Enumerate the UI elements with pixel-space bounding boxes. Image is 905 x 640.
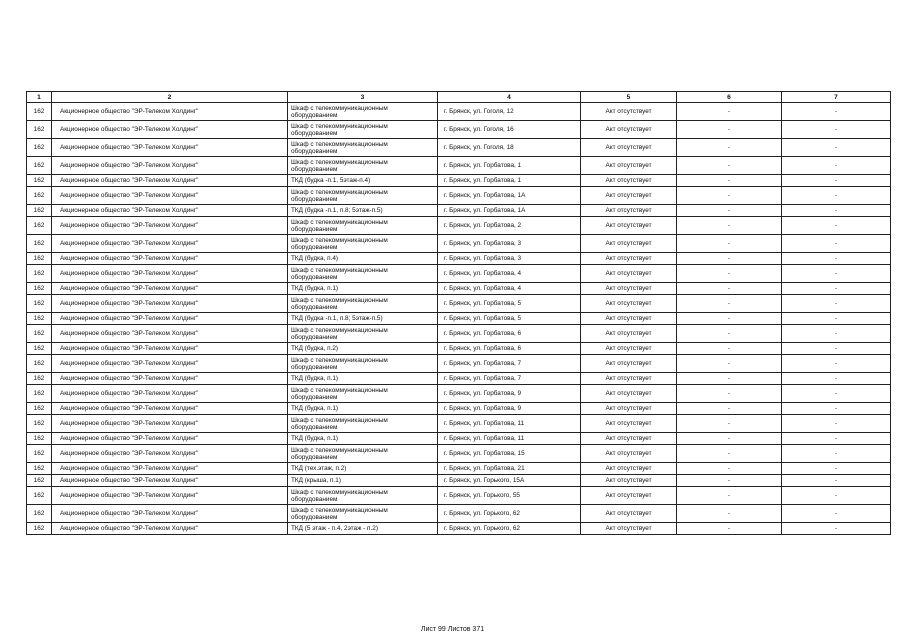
- column-header-6: 6: [677, 92, 782, 103]
- column-6-cell: -: [677, 157, 782, 175]
- column-7-cell: -: [782, 295, 891, 313]
- address-cell: г. Брянск, ул. Гоголя, 12: [438, 103, 581, 121]
- owner-cell: Акционерное общество "ЭР-Телеком Холдинг": [52, 253, 288, 265]
- owner-cell: Акционерное общество "ЭР-Телеком Холдинг": [52, 403, 288, 415]
- address-cell: г. Брянск, ул. Горбатова, 2: [438, 217, 581, 235]
- column-6-cell: -: [677, 205, 782, 217]
- column-6-cell: -: [677, 217, 782, 235]
- act-cell: Акт отсутствует: [581, 433, 677, 445]
- object-cell: Шкаф с телекоммуникационным оборудованием: [288, 187, 438, 205]
- column-6-cell: -: [677, 253, 782, 265]
- column-7-cell: -: [782, 103, 891, 121]
- row-number-cell: 162: [27, 523, 52, 535]
- owner-cell: Акционерное общество "ЭР-Телеком Холдинг": [52, 433, 288, 445]
- column-7-cell: -: [782, 385, 891, 403]
- column-6-cell: -: [677, 175, 782, 187]
- column-6-cell: -: [677, 265, 782, 283]
- column-7-cell: -: [782, 121, 891, 139]
- column-6-cell: -: [677, 139, 782, 157]
- act-cell: Акт отсутствует: [581, 343, 677, 355]
- owner-cell: Акционерное общество "ЭР-Телеком Холдинг": [52, 415, 288, 433]
- owner-cell: Акционерное общество "ЭР-Телеком Холдинг": [52, 355, 288, 373]
- act-cell: Акт отсутствует: [581, 445, 677, 463]
- owner-cell: Акционерное общество "ЭР-Телеком Холдинг": [52, 475, 288, 487]
- table-row: [27, 187, 891, 205]
- owner-cell: Акционерное общество "ЭР-Телеком Холдинг": [52, 487, 288, 505]
- address-cell: г. Брянск, ул. Горбатова, 6: [438, 325, 581, 343]
- table-row: [27, 205, 891, 217]
- owner-cell: Акционерное общество "ЭР-Телеком Холдинг": [52, 121, 288, 139]
- owner-cell: Акционерное общество "ЭР-Телеком Холдинг": [52, 385, 288, 403]
- owner-cell: Акционерное общество "ЭР-Телеком Холдинг": [52, 157, 288, 175]
- column-header-1: 1: [27, 92, 52, 103]
- object-cell: ТКД (5 этаж - п.4, 2этаж - п.2): [288, 523, 438, 535]
- owner-cell: Акционерное общество "ЭР-Телеком Холдинг": [52, 445, 288, 463]
- address-cell: г. Брянск, ул. Горького, 62: [438, 523, 581, 535]
- column-6-cell: -: [677, 403, 782, 415]
- object-cell: ТКД (будка, п.1): [288, 433, 438, 445]
- column-7-cell: -: [782, 175, 891, 187]
- act-cell: Акт отсутствует: [581, 139, 677, 157]
- column-7-cell: -: [782, 403, 891, 415]
- address-cell: г. Брянск, ул. Горбатова, 6: [438, 343, 581, 355]
- column-7-cell: -: [782, 265, 891, 283]
- column-header-5: 5: [581, 92, 677, 103]
- address-cell: г. Брянск, ул. Горбатова, 21: [438, 463, 581, 475]
- column-7-cell: -: [782, 487, 891, 505]
- column-6-cell: -: [677, 385, 782, 403]
- owner-cell: Акционерное общество "ЭР-Телеком Холдинг": [52, 187, 288, 205]
- act-cell: Акт отсутствует: [581, 103, 677, 121]
- address-cell: г. Брянск, ул. Гоголя, 16: [438, 121, 581, 139]
- address-cell: г. Брянск, ул. Гоголя, 18: [438, 139, 581, 157]
- row-number-cell: 162: [27, 103, 52, 121]
- owner-cell: Акционерное общество "ЭР-Телеком Холдинг": [52, 175, 288, 187]
- object-cell: ТКД (будка -п.1, п.8; 5этаж-п.5): [288, 313, 438, 325]
- column-7-cell: -: [782, 217, 891, 235]
- column-7-cell: -: [782, 415, 891, 433]
- object-cell: Шкаф с телекоммуникационным оборудованием: [288, 121, 438, 139]
- table-row: [27, 157, 891, 175]
- row-number-cell: 162: [27, 415, 52, 433]
- column-7-cell: -: [782, 283, 891, 295]
- column-7-cell: -: [782, 433, 891, 445]
- object-cell: Шкаф с телекоммуникационным оборудованием: [288, 295, 438, 313]
- object-cell: Шкаф с телекоммуникационным оборудованием: [288, 505, 438, 523]
- address-cell: г. Брянск, ул. Горбатова, 9: [438, 385, 581, 403]
- row-number-cell: 162: [27, 385, 52, 403]
- table-row: [27, 139, 891, 157]
- column-7-cell: -: [782, 505, 891, 523]
- act-cell: Акт отсутствует: [581, 415, 677, 433]
- column-6-cell: -: [677, 475, 782, 487]
- table-row: [27, 121, 891, 139]
- row-number-cell: 162: [27, 403, 52, 415]
- act-cell: Акт отсутствует: [581, 283, 677, 295]
- object-cell: ТКД (будка, п.1): [288, 403, 438, 415]
- table-row: [27, 325, 891, 343]
- table-row: [27, 445, 891, 463]
- column-7-cell: -: [782, 313, 891, 325]
- column-7-cell: -: [782, 523, 891, 535]
- column-6-cell: -: [677, 187, 782, 205]
- column-6-cell: -: [677, 103, 782, 121]
- object-cell: ТКД (тех.этаж, п.2): [288, 463, 438, 475]
- object-cell: Шкаф с телекоммуникационным оборудованием: [288, 415, 438, 433]
- column-6-cell: -: [677, 355, 782, 373]
- object-cell: Шкаф с телекоммуникационным оборудованием: [288, 103, 438, 121]
- column-7-cell: -: [782, 445, 891, 463]
- object-cell: Шкаф с телекоммуникационным оборудованием: [288, 265, 438, 283]
- column-6-cell: -: [677, 325, 782, 343]
- table-row: [27, 103, 891, 121]
- column-6-cell: -: [677, 523, 782, 535]
- owner-cell: Акционерное общество "ЭР-Телеком Холдинг": [52, 463, 288, 475]
- table-row: [27, 487, 891, 505]
- row-number-cell: 162: [27, 295, 52, 313]
- row-number-cell: 162: [27, 175, 52, 187]
- column-6-cell: -: [677, 445, 782, 463]
- address-cell: г. Брянск, ул. Горького, 15А: [438, 475, 581, 487]
- act-cell: Акт отсутствует: [581, 325, 677, 343]
- act-cell: Акт отсутствует: [581, 157, 677, 175]
- owner-cell: Акционерное общество "ЭР-Телеком Холдинг": [52, 295, 288, 313]
- row-number-cell: 162: [27, 253, 52, 265]
- address-cell: г. Брянск, ул. Горбатова, 5: [438, 313, 581, 325]
- column-7-cell: -: [782, 139, 891, 157]
- row-number-cell: 162: [27, 235, 52, 253]
- column-6-cell: -: [677, 373, 782, 385]
- row-number-cell: 162: [27, 139, 52, 157]
- object-cell: ТКД (будка -п.1, п.8; 5этаж-п.5): [288, 205, 438, 217]
- row-number-cell: 162: [27, 505, 52, 523]
- column-7-cell: -: [782, 253, 891, 265]
- row-number-cell: 162: [27, 463, 52, 475]
- act-cell: Акт отсутствует: [581, 313, 677, 325]
- address-cell: г. Брянск, ул. Горбатова, 5: [438, 295, 581, 313]
- address-cell: г. Брянск, ул. Горбатова, 1А: [438, 205, 581, 217]
- address-cell: г. Брянск, ул. Горбатова, 4: [438, 283, 581, 295]
- row-number-cell: 162: [27, 445, 52, 463]
- column-7-cell: -: [782, 475, 891, 487]
- column-header-3: 3: [288, 92, 438, 103]
- row-number-cell: 162: [27, 343, 52, 355]
- address-cell: г. Брянск, ул. Горбатова, 1: [438, 175, 581, 187]
- table-row: [27, 253, 891, 265]
- register-table: [26, 91, 891, 535]
- table-row: [27, 403, 891, 415]
- column-6-cell: -: [677, 505, 782, 523]
- row-number-cell: 162: [27, 355, 52, 373]
- column-6-cell: -: [677, 463, 782, 475]
- column-6-cell: -: [677, 313, 782, 325]
- act-cell: Акт отсутствует: [581, 385, 677, 403]
- object-cell: ТКД (крыша, п.1): [288, 475, 438, 487]
- column-header-2: 2: [52, 92, 288, 103]
- table-row: [27, 265, 891, 283]
- object-cell: Шкаф с телекоммуникационным оборудованием: [288, 385, 438, 403]
- act-cell: Акт отсутствует: [581, 187, 677, 205]
- owner-cell: Акционерное общество "ЭР-Телеком Холдинг": [52, 205, 288, 217]
- owner-cell: Акционерное общество "ЭР-Телеком Холдинг": [52, 373, 288, 385]
- table-row: [27, 475, 891, 487]
- table-row: [27, 313, 891, 325]
- column-6-cell: -: [677, 433, 782, 445]
- column-6-cell: -: [677, 487, 782, 505]
- column-7-cell: -: [782, 463, 891, 475]
- table-row: [27, 433, 891, 445]
- row-number-cell: 162: [27, 475, 52, 487]
- column-7-cell: -: [782, 157, 891, 175]
- row-number-cell: 162: [27, 313, 52, 325]
- act-cell: Акт отсутствует: [581, 235, 677, 253]
- object-cell: ТКД (будка, п.2): [288, 343, 438, 355]
- row-number-cell: 162: [27, 205, 52, 217]
- act-cell: Акт отсутствует: [581, 265, 677, 283]
- object-cell: Шкаф с телекоммуникационным оборудованием: [288, 355, 438, 373]
- act-cell: Акт отсутствует: [581, 505, 677, 523]
- owner-cell: Акционерное общество "ЭР-Телеком Холдинг": [52, 283, 288, 295]
- row-number-cell: 162: [27, 187, 52, 205]
- object-cell: ТКД (будка, п.4): [288, 253, 438, 265]
- act-cell: Акт отсутствует: [581, 403, 677, 415]
- column-7-cell: -: [782, 325, 891, 343]
- table-row: [27, 355, 891, 373]
- row-number-cell: 162: [27, 433, 52, 445]
- column-6-cell: -: [677, 343, 782, 355]
- address-cell: г. Брянск, ул. Горбатова, 11: [438, 433, 581, 445]
- act-cell: Акт отсутствует: [581, 175, 677, 187]
- header-row: [27, 92, 891, 103]
- act-cell: Акт отсутствует: [581, 355, 677, 373]
- act-cell: Акт отсутствует: [581, 121, 677, 139]
- object-cell: Шкаф с телекоммуникационным оборудованием: [288, 235, 438, 253]
- column-7-cell: -: [782, 373, 891, 385]
- row-number-cell: 162: [27, 283, 52, 295]
- owner-cell: Акционерное общество "ЭР-Телеком Холдинг": [52, 103, 288, 121]
- column-header-4: 4: [438, 92, 581, 103]
- object-cell: Шкаф с телекоммуникационным оборудованием: [288, 445, 438, 463]
- address-cell: г. Брянск, ул. Горького, 62: [438, 505, 581, 523]
- act-cell: Акт отсутствует: [581, 523, 677, 535]
- column-7-cell: -: [782, 235, 891, 253]
- table-row: [27, 373, 891, 385]
- column-7-cell: -: [782, 355, 891, 373]
- address-cell: г. Брянск, ул. Горбатова, 3: [438, 253, 581, 265]
- column-7-cell: -: [782, 343, 891, 355]
- column-6-cell: -: [677, 235, 782, 253]
- object-cell: ТКД (будка -п.1, 5этаж-п.4): [288, 175, 438, 187]
- column-6-cell: -: [677, 295, 782, 313]
- page-footer: Лист 99 Листов 371: [420, 626, 485, 633]
- column-6-cell: -: [677, 121, 782, 139]
- table-row: [27, 415, 891, 433]
- act-cell: Акт отсутствует: [581, 487, 677, 505]
- column-header-7: 7: [782, 92, 891, 103]
- row-number-cell: 162: [27, 217, 52, 235]
- owner-cell: Акционерное общество "ЭР-Телеком Холдинг": [52, 523, 288, 535]
- table-row: [27, 343, 891, 355]
- owner-cell: Акционерное общество "ЭР-Телеком Холдинг": [52, 313, 288, 325]
- table-row: [27, 385, 891, 403]
- act-cell: Акт отсутствует: [581, 217, 677, 235]
- object-cell: Шкаф с телекоммуникационным оборудованием: [288, 325, 438, 343]
- table-row: [27, 295, 891, 313]
- act-cell: Акт отсутствует: [581, 373, 677, 385]
- row-number-cell: 162: [27, 121, 52, 139]
- address-cell: г. Брянск, ул. Горбатова, 4: [438, 265, 581, 283]
- act-cell: Акт отсутствует: [581, 463, 677, 475]
- table-row: [27, 505, 891, 523]
- address-cell: г. Брянск, ул. Горбатова, 11: [438, 415, 581, 433]
- act-cell: Акт отсутствует: [581, 253, 677, 265]
- address-cell: г. Брянск, ул. Горбатова, 7: [438, 373, 581, 385]
- owner-cell: Акционерное общество "ЭР-Телеком Холдинг": [52, 505, 288, 523]
- owner-cell: Акционерное общество "ЭР-Телеком Холдинг": [52, 343, 288, 355]
- column-7-cell: -: [782, 205, 891, 217]
- object-cell: Шкаф с телекоммуникационным оборудованием: [288, 157, 438, 175]
- row-number-cell: 162: [27, 157, 52, 175]
- row-number-cell: 162: [27, 373, 52, 385]
- address-cell: г. Брянск, ул. Горбатова, 3: [438, 235, 581, 253]
- object-cell: Шкаф с телекоммуникационным оборудованием: [288, 217, 438, 235]
- row-number-cell: 162: [27, 487, 52, 505]
- table-row: [27, 463, 891, 475]
- owner-cell: Акционерное общество "ЭР-Телеком Холдинг": [52, 265, 288, 283]
- table-row: [27, 523, 891, 535]
- address-cell: г. Брянск, ул. Горбатова, 1А: [438, 187, 581, 205]
- column-6-cell: -: [677, 415, 782, 433]
- table-row: [27, 217, 891, 235]
- table-body: [27, 103, 891, 535]
- act-cell: Акт отсутствует: [581, 205, 677, 217]
- object-cell: ТКД (будка, п.1): [288, 283, 438, 295]
- column-7-cell: -: [782, 187, 891, 205]
- act-cell: Акт отсутствует: [581, 475, 677, 487]
- owner-cell: Акционерное общество "ЭР-Телеком Холдинг": [52, 217, 288, 235]
- column-6-cell: -: [677, 283, 782, 295]
- object-cell: ТКД (будка, п.1): [288, 373, 438, 385]
- owner-cell: Акционерное общество "ЭР-Телеком Холдинг": [52, 139, 288, 157]
- row-number-cell: 162: [27, 265, 52, 283]
- object-cell: Шкаф с телекоммуникационным оборудованием: [288, 487, 438, 505]
- table-row: [27, 175, 891, 187]
- address-cell: г. Брянск, ул. Горького, 55: [438, 487, 581, 505]
- address-cell: г. Брянск, ул. Горбатова, 9: [438, 403, 581, 415]
- object-cell: Шкаф с телекоммуникационным оборудованием: [288, 139, 438, 157]
- owner-cell: Акционерное общество "ЭР-Телеком Холдинг": [52, 325, 288, 343]
- owner-cell: Акционерное общество "ЭР-Телеком Холдинг": [52, 235, 288, 253]
- row-number-cell: 162: [27, 325, 52, 343]
- address-cell: г. Брянск, ул. Горбатова, 15: [438, 445, 581, 463]
- act-cell: Акт отсутствует: [581, 295, 677, 313]
- table-row: [27, 235, 891, 253]
- address-cell: г. Брянск, ул. Горбатова, 7: [438, 355, 581, 373]
- table-row: [27, 283, 891, 295]
- address-cell: г. Брянск, ул. Горбатова, 1: [438, 157, 581, 175]
